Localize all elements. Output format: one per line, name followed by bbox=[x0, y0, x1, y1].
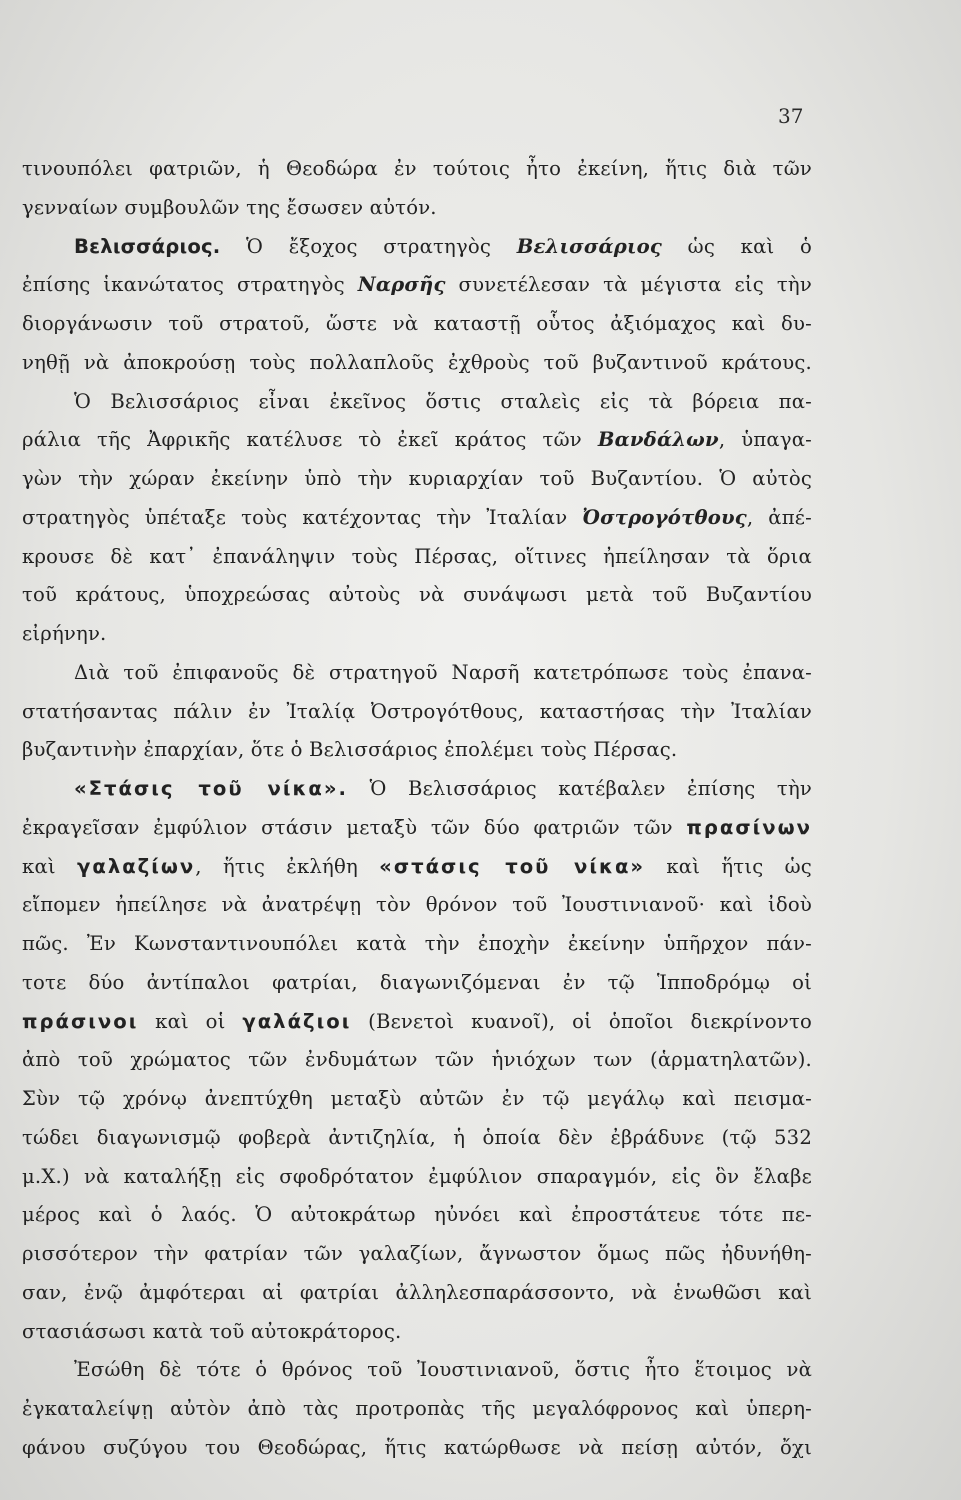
text-line: τοῦ κράτους, ὑποχρεώσας αὐτοὺς νὰ συνάψωσι μετὰ τοῦ Βυζαντίου bbox=[22, 583, 812, 607]
text-line: γὼν τὴν χώραν ἐκείνην ὑπὸ τὴν κυριαρχίαν τοῦ Βυζαντίου. Ὁ αὐτὸς bbox=[22, 467, 812, 490]
text-line: ἀπὸ τοῦ χρώματος τῶν ἐνδυμάτων τῶν ἡνιόχων των (ἁρματηλατῶν). bbox=[22, 1048, 812, 1072]
name-belisarius: Βελισσάριος bbox=[516, 234, 663, 258]
section-heading-line bbox=[22, 770, 812, 809]
text-line: τινουπόλει φατριῶν, ἡ Θεοδώρα ἐν τούτοις ἦτο ἐκείνη, ἥτις διὰ τῶν bbox=[22, 157, 812, 180]
text-line: εἴπομεν ἠπείλησε νὰ ἀνατρέψῃ τὸν θρόνον τοῦ Ἰουστινιανοῦ· καὶ ἰδοὺ bbox=[22, 893, 812, 917]
term-nika-riot: «στάσις τοῦ νίκα» bbox=[379, 854, 646, 878]
section-heading-line bbox=[22, 228, 812, 267]
text-line bbox=[22, 499, 812, 538]
section-heading: Βελισσάριος. bbox=[74, 234, 221, 258]
text-line: εἰρήνην. bbox=[22, 622, 107, 645]
text-line: διοργάνωσιν τοῦ στρατοῦ, ὥστε νὰ καταστῇ οὗτος ἀξιόμαχος καὶ δυ- bbox=[22, 312, 812, 335]
text-line: τώδει διαγωνισμῷ φοβερὰ ἀντιζηλία, ἡ ὁποία δὲν ἐβράδυνε (τῷ 532 bbox=[22, 1125, 812, 1149]
text-run: ράλια τῆς Ἀφρικῆς κατέλυσε τὸ ἐκεῖ κράτος τῶν bbox=[22, 428, 598, 452]
text-line bbox=[22, 809, 812, 848]
text-line: κρουσε δὲ κατ᾽ ἐπανάληψιν τοὺς Πέρσας, οἵτινες ἠπείλησαν τὰ ὅρια bbox=[22, 544, 812, 568]
text-line: Ὁ Βελισσάριος εἶναι ἐκεῖνος ὅστις σταλεὶς εἰς τὰ βόρεια πα- bbox=[74, 389, 812, 413]
name-ostrogoths: Ὀστρογότθους bbox=[582, 505, 747, 529]
text-run: ἐπίσης ἱκανώτατος στρατηγὸς bbox=[22, 273, 358, 297]
text-run: , ἥτις ἐκλήθη bbox=[195, 854, 380, 878]
text-run: ὡς καὶ ὁ bbox=[662, 234, 812, 258]
text-line: Διὰ τοῦ ἐπιφανοῦς δὲ στρατηγοῦ Ναρσῆ κατετρόπωσε τοὺς ἐπανα- bbox=[74, 660, 812, 684]
text-run: Ὁ ἔξοχος στρατηγὸς bbox=[220, 234, 517, 258]
text-line: στασιάσωσι κατὰ τοῦ αὐτοκράτορος. bbox=[22, 1319, 402, 1343]
text-line: μ.Χ.) νὰ καταλήξῃ εἰς σφοδρότατον ἐμφύλιον σπαραγμόν, εἰς ὃν ἔλαβε bbox=[22, 1164, 812, 1188]
text-run: , ὑπαγα- bbox=[718, 428, 812, 452]
text-line: νηθῇ νὰ ἀποκρούσῃ τοὺς πολλαπλοῦς ἐχθροὺς τοῦ βυζαντινοῦ κράτους. bbox=[22, 350, 812, 374]
text-line bbox=[22, 421, 812, 460]
text-line: ρισσότερον τὴν φατρίαν τῶν γαλαζίων, ἄγνωστον ὅμως πῶς ἠδυνήθη- bbox=[22, 1242, 812, 1265]
body-text bbox=[22, 150, 812, 1468]
term-galazioi: γαλαζίων bbox=[77, 854, 196, 878]
text-run: (Βενετοὶ κυανοῖ), οἱ ὁποῖοι διεκρίνοντο bbox=[351, 1009, 812, 1033]
text-line bbox=[22, 1003, 812, 1042]
text-line bbox=[22, 848, 812, 887]
text-run: Ὁ Βελισσάριος κατέβαλεν ἐπίσης τὴν bbox=[347, 777, 812, 800]
section-heading: «Στάσις τοῦ νίκα». bbox=[74, 777, 348, 800]
text-line: φάνου συζύγου του Θεοδώρας, ἥτις κατώρθωσε νὰ πείσῃ αὐτόν, ὄχι bbox=[22, 1435, 812, 1459]
text-run: καὶ bbox=[22, 854, 78, 878]
text-line: πῶς. Ἐν Κωνσταντινουπόλει κατὰ τὴν ἐποχὴν ἐκείνην ὑπῆρχον πάν- bbox=[22, 932, 812, 955]
text-line: σαν, ἐνῷ ἀμφότεραι αἱ φατρίαι ἀλληλεσπαράσσοντο, νὰ ἑνωθῶσι καὶ bbox=[22, 1280, 812, 1304]
page-number: 37 bbox=[778, 104, 804, 128]
text-line: Σὺν τῷ χρόνῳ ἀνεπτύχθη μεταξὺ αὐτῶν ἐν τῷ μεγάλῳ καὶ πεισμα- bbox=[22, 1087, 812, 1110]
text-line: στατήσαντας πάλιν ἐν Ἰταλίᾳ Ὀστρογότθους, καταστήσας τὴν Ἰταλίαν bbox=[22, 699, 812, 723]
term-prasinoi: πράσινοι bbox=[22, 1009, 139, 1033]
text-line: Ἐσώθη δὲ τότε ὁ θρόνος τοῦ Ἰουστινιανοῦ, ὅστις ἦτο ἕτοιμος νὰ bbox=[74, 1358, 812, 1382]
text-line: βυζαντινὴν ἐπαρχίαν, ὅτε ὁ Βελισσάριος ἐπολέμει τοὺς Πέρσας. bbox=[22, 738, 678, 762]
text-run: καὶ ἥτις ὡς bbox=[645, 854, 812, 878]
text-line: ἐγκαταλείψῃ αὐτὸν ἀπὸ τὰς προτροπὰς τῆς μεγαλόφρονος καὶ ὑπερη- bbox=[22, 1397, 812, 1420]
text-line bbox=[22, 266, 812, 305]
text-run: συνετέλεσαν τὰ μέγιστα εἰς τὴν bbox=[445, 273, 812, 297]
text-run: καὶ οἱ bbox=[138, 1009, 243, 1033]
text-line: τοτε δύο ἀντίπαλοι φατρίαι, διαγωνιζόμεναι ἐν τῷ Ἱπποδρόμῳ οἱ bbox=[22, 970, 812, 994]
text-line: μέρος καὶ ὁ λαός. Ὁ αὐτοκράτωρ ηὐνόει καὶ ἐπροστάτευε τότε πε- bbox=[22, 1203, 812, 1227]
text-line: γενναίων συμβουλῶν της ἔσωσεν αὐτόν. bbox=[22, 195, 437, 219]
name-narses: Ναρσῆς bbox=[357, 273, 446, 297]
text-run: , ἀπέ- bbox=[746, 505, 812, 529]
name-vandals: Βανδάλων bbox=[597, 428, 719, 452]
text-run: στρατηγὸς ὑπέταξε τοὺς κατέχοντας τὴν Ἰταλίαν bbox=[22, 505, 583, 529]
term-prasinoi: πρασίνων bbox=[686, 815, 812, 839]
text-run: ἐκραγεῖσαν ἐμφύλιον στάσιν μεταξὺ τῶν δύο φατριῶν τῶν bbox=[22, 815, 687, 839]
term-galazioi: γαλάζιοι bbox=[242, 1009, 352, 1033]
